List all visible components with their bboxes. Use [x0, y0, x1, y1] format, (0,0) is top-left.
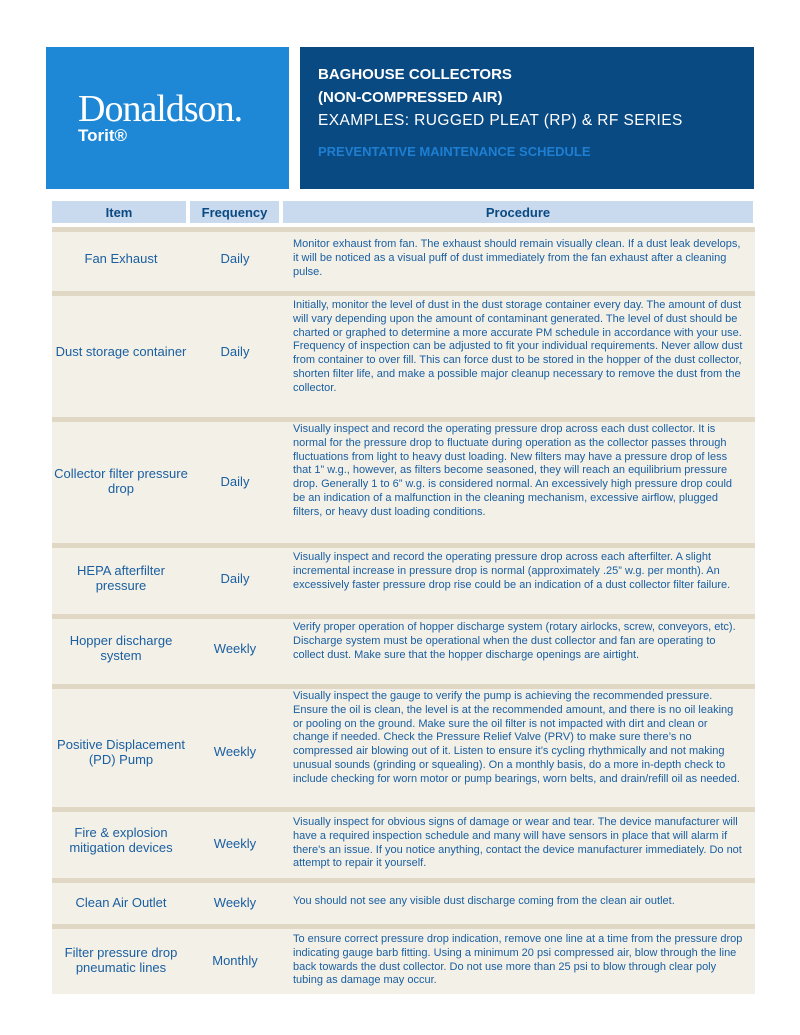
column-header-frequency: Frequency	[190, 201, 279, 223]
row-frequency: Weekly	[213, 836, 257, 851]
row-procedure: Verify proper operation of hopper discharge system (rotary airlocks, screw, conveyors, etc). Discharge system must be operational when the dust collector and fan are operating to collect dust. Make sure that the hopper discharge openings are airtight.	[293, 621, 736, 661]
row-item: Clean Air Outlet	[75, 894, 167, 910]
row-item: Dust storage container	[55, 343, 187, 359]
row-frequency: Daily	[220, 473, 250, 489]
row-procedure: Visually inspect and record the operating pressure drop across each afterfilter. A slight incremental increase in pressure drop is normal (approximately .25” w.g. per month). An excessively faster pressure drop rise could be an indication of a dust collector filter failure.	[293, 551, 731, 591]
title-line-2: (NON-COMPRESSED AIR)	[318, 89, 503, 106]
logo-sub: Torit®	[78, 126, 128, 145]
row-item: Fire & explosion mitigation devices	[69, 825, 173, 855]
title-banner	[300, 47, 754, 189]
row-item: Filter pressure drop pneumatic lines	[64, 945, 178, 975]
row-frequency: Daily	[220, 343, 250, 359]
row-frequency: Weekly	[213, 894, 257, 910]
row-item: Hopper discharge system	[69, 633, 173, 663]
row-procedure: Initially, monitor the level of dust in the dust storage container every day. The amount of dust will vary depending upon the amount of contaminant generated. The level of dust should be charted or graphed to determine a more accurate PM schedule in accordance with your use. Frequency of inspection can be adjusted to fit your individual requirements. Never allow dust from container to over fill. This can force dust to be stored in the hopper of the dust collector, shorten filter life, and make a possible major cleanup necessary to remove the dust from the collector.	[293, 299, 743, 394]
title-line-1: BAGHOUSE COLLECTORS	[318, 66, 512, 83]
row-procedure: Visually inspect the gauge to verify the pump is achieving the recommended pressure. Ensure the oil is clean, the level is at the recommended amount, and there is no oil leaking or pooling on the ground. Make sure the oil filter is not impacted with dirt and clean or change if needed. Check the Pressure Relief Valve (PRV) to make sure there’s no compressed air blowing out of it. Listen to ensure it’s cycling rhythmically and not making unusual sounds (grinding or squealing). On a monthly basis, do a more in-depth check to include checking for worn motor or pump bearings, worn belts, and drain/refill oil as needed.	[293, 690, 740, 785]
title-line-3: EXAMPLES: RUGGED PLEAT (RP) & RF SERIES	[318, 112, 683, 129]
column-header-procedure: Procedure	[283, 201, 753, 223]
row-procedure: Visually inspect for obvious signs of damage or wear and tear. The device manufacturer will have a required inspection schedule and many will have sensors in place that will alarm if there's an issue. If you notice anything, contact the device manufacturer immediately. Do not attempt to repair it yourself.	[293, 816, 742, 870]
logo-brand: Donaldson.	[78, 88, 243, 130]
row-item: Fan Exhaust	[84, 250, 158, 266]
schedule-subtitle: PREVENTATIVE MAINTENANCE SCHEDULE	[318, 144, 591, 159]
row-procedure: You should not see any visible dust discharge coming from the clean air outlet.	[293, 895, 675, 907]
row-frequency: Weekly	[213, 744, 257, 759]
row-frequency: Weekly	[213, 640, 257, 656]
row-item: HEPA afterfilter pressure	[77, 563, 165, 593]
row-frequency: Daily	[220, 570, 250, 586]
row-item: Collector filter pressure drop	[54, 466, 188, 496]
row-frequency: Monthly	[212, 952, 258, 968]
row-item: Positive Displacement (PD) Pump	[57, 736, 185, 767]
row-frequency: Daily	[220, 250, 250, 266]
donaldson-logo	[46, 47, 289, 189]
column-header-item: Item	[52, 201, 186, 223]
row-procedure: Visually inspect and record the operating pressure drop across each dust collector. It is normal for the pressure drop to fluctuate during operation as the collector passes through fluctuations from light to heavy dust loading. New filters may have a pressure drop of less that 1” w.g., however, as filters become seasoned, they will reach an equilibrium pressure drop. Generally 1 to 6” w.g. is considered normal. An excessively high pressure drop could be an indication of a malfunction in the cleaning mechanism, excessive airflow, plugged filters, or heavy dust loading conditions.	[293, 423, 733, 518]
row-procedure: To ensure correct pressure drop indication, remove one line at a time from the pressure drop indicating gauge barb fitting. Using a minimum 20 psi compressed air, blow through the line back towards the dust collector. Do not use more than 25 psi to blow through clear poly tubing as damage may occur.	[293, 933, 743, 987]
row-procedure: Monitor exhaust from fan. The exhaust should remain visually clean. If a dust leak develops, it will be noticed as a visual puff of dust immediately from the fan exhaust after a cleaning pulse.	[293, 238, 741, 278]
